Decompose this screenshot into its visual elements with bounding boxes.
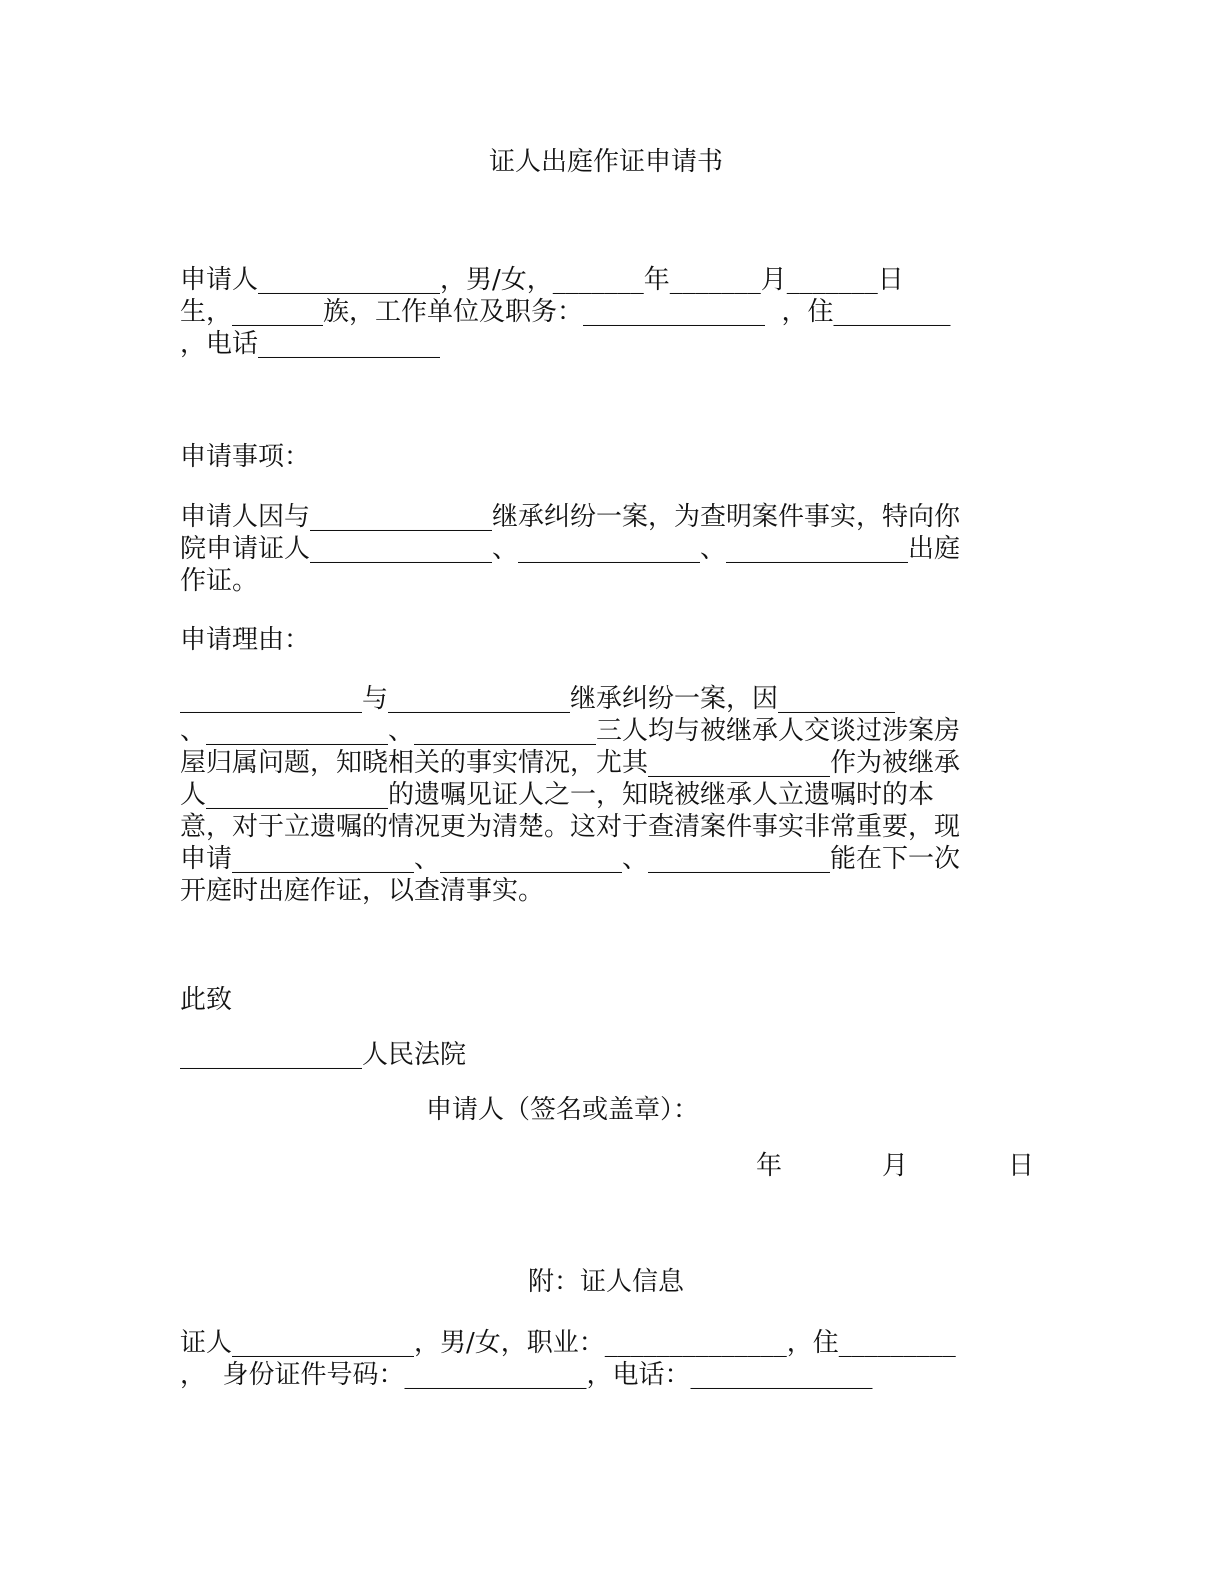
applicant-line: 生，_______族，工作单位及职务：______________ ，住_________ <box>180 297 951 327</box>
request-items-line: 院申请证人______________、______________、______________出庭 <box>180 534 961 564</box>
reasons-heading: 申请理由： <box>180 625 311 655</box>
reasons-line: 屋归属问题，知晓相关的事实情况，尤其______________作为被继承 <box>180 748 961 778</box>
reasons-line: 开庭时出庭作证，以查清事实。 <box>180 876 545 906</box>
date-month: 月 <box>882 1151 909 1181</box>
request-items-line: 申请人因与______________继承纠纷一案，为查明案件事实，特向你 <box>180 502 961 532</box>
date-day: 日 <box>1008 1151 1035 1181</box>
court-name: ______________人民法院 <box>180 1040 467 1070</box>
salutation: 此致 <box>180 985 233 1015</box>
witness-info-line: ， 身份证件号码：______________，电话：______________ <box>180 1360 873 1390</box>
reasons-line: 人______________的遗嘱见证人之一，知晓被继承人立遗嘱时的本 <box>180 780 935 810</box>
request-items-line: 作证。 <box>180 566 259 596</box>
appendix-heading: 附：证人信息 <box>527 1267 684 1297</box>
applicant-line: 申请人______________，男/女，_______年_______月_______日 <box>180 265 904 295</box>
witness-info-line: 证人______________，男/女，职业：______________，住_________ <box>180 1328 956 1358</box>
request-items-heading: 申请事项： <box>180 442 311 472</box>
applicant-line: ，电话______________ <box>180 329 441 359</box>
reasons-line: 申请______________、______________、______________能在下一次 <box>180 844 961 874</box>
document-title: 证人出庭作证申请书 <box>488 147 723 177</box>
applicant-signature: 申请人（签名或盖章）： <box>426 1095 700 1125</box>
reasons-line: 、______________、______________三人均与被继承人交谈过涉案房 <box>180 716 961 746</box>
date-year: 年 <box>756 1151 783 1181</box>
reasons-line: ______________与______________继承纠纷一案，因_________ <box>180 684 896 714</box>
reasons-line: 意，对于立遗嘱的情况更为清楚。这对于查清案件事实非常重要，现 <box>180 812 961 842</box>
